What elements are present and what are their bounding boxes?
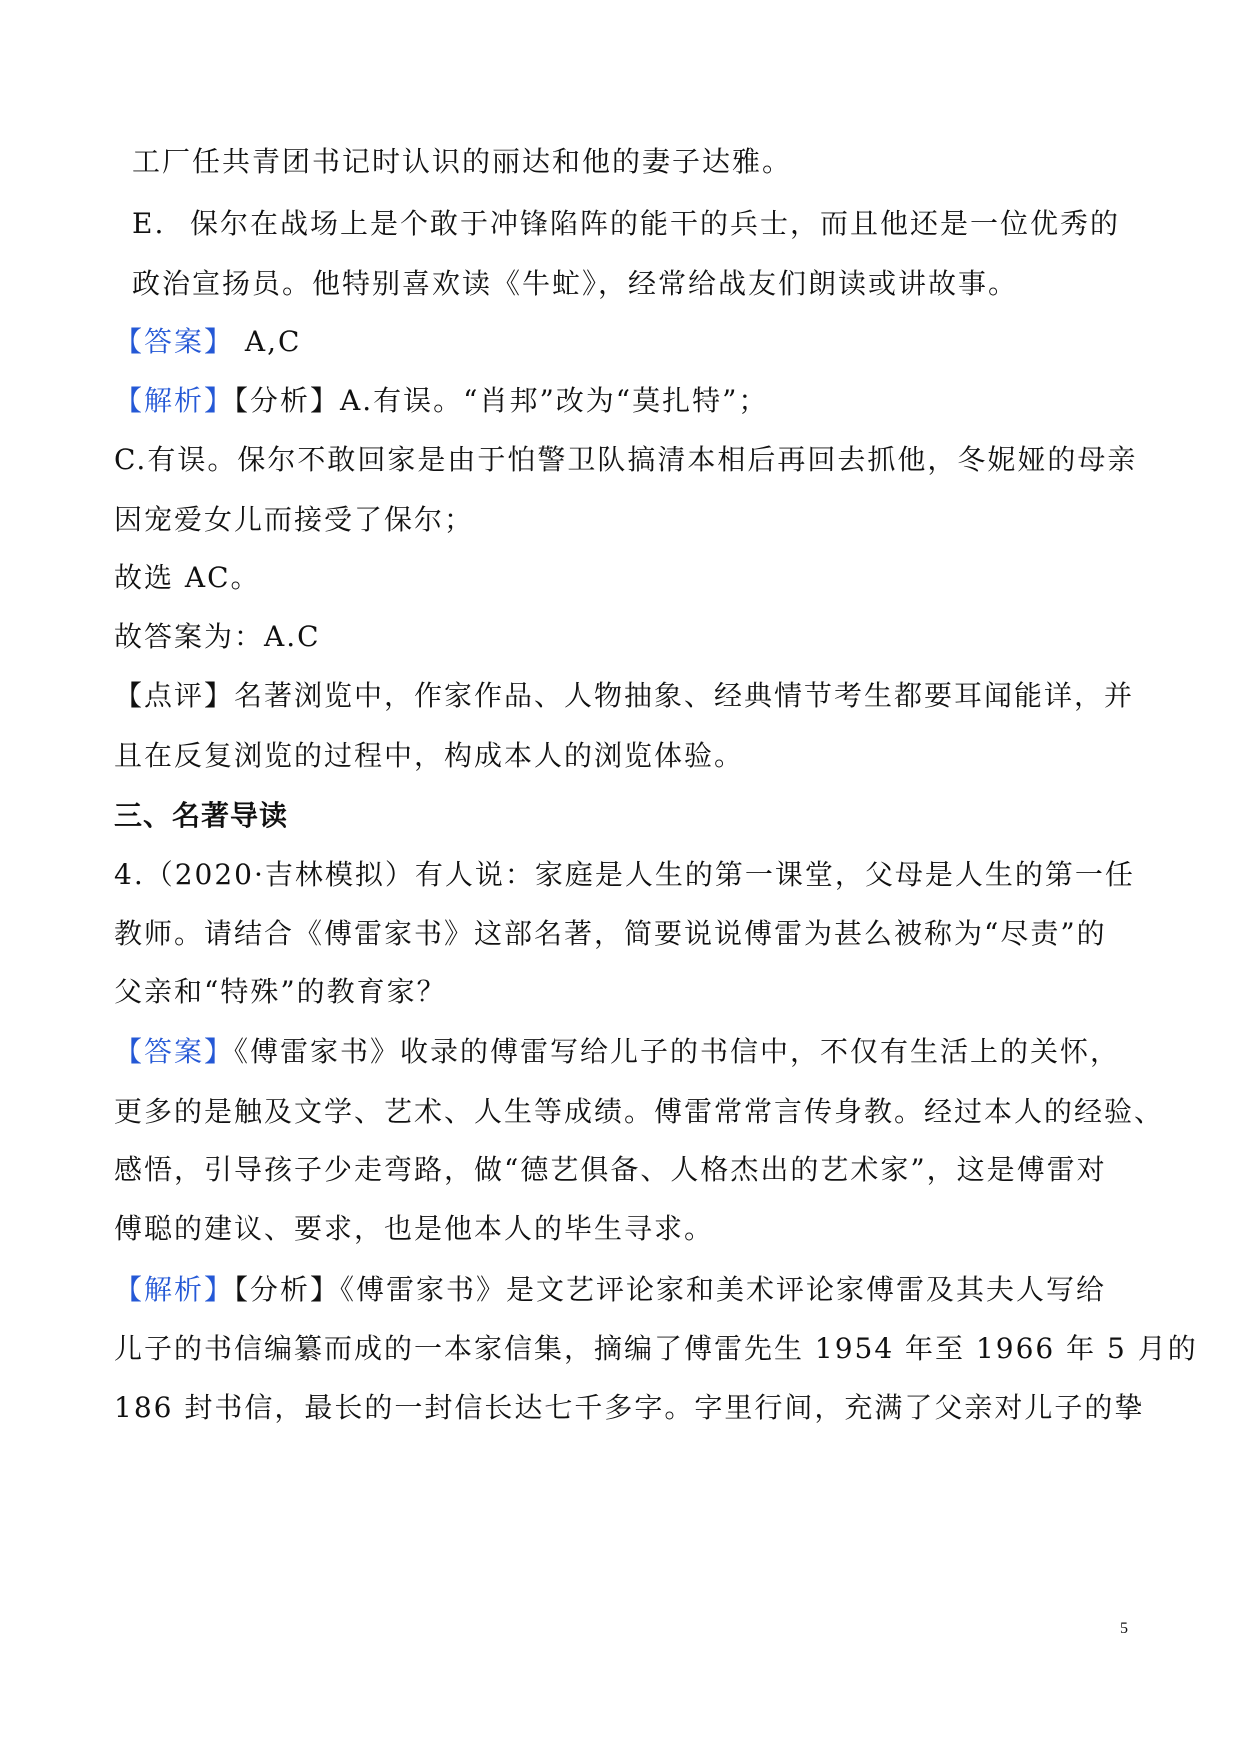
answer-value: A,C (234, 325, 302, 358)
analysis-label: 【解析】 (114, 384, 235, 417)
comment-line2: 且在反复浏览的过程中，构成本人的浏览体验。 (114, 739, 745, 772)
answer-line (114, 322, 301, 362)
page-number: 5 (1120, 1620, 1128, 1637)
q4-answer-text: 《傅雷家书》收录的傅雷写给儿子的书信中，不仅有生活上的关怀， (234, 1035, 1121, 1068)
q4-answer-line4: 傅聪的建议、要求，也是他本人的毕生寻求。 (114, 1212, 715, 1245)
analysis-text: 【分析】A.有误。“肖邦”改为“莫扎特”； (234, 384, 769, 417)
q4-answer-label: 【答案】 (114, 1035, 235, 1068)
analysis-line5: 故答案为：A.C (114, 620, 321, 653)
q4-question-line1: 4.（2020·吉林模拟）有人说：家庭是人生的第一课堂，父母是人生的第一任 (114, 858, 1135, 891)
analysis-line3: 因宠爱女儿而接受了保尔； (114, 503, 475, 536)
analysis-line1 (114, 381, 768, 421)
q4-analysis-line3: 186 封书信，最长的一封信长达七千多字。字里行间，充满了父亲对儿子的挚 (114, 1391, 1145, 1424)
q4-answer-line1 (114, 1032, 1120, 1072)
q4-answer-line2: 更多的是触及文学、艺术、人生等成绩。傅雷常常言传身教。经过本人的经验、 (114, 1095, 1165, 1128)
q4-question-line2: 教师。请结合《傅雷家书》这部名著，简要说说傅雷为甚么被称为“尽责”的 (114, 917, 1107, 950)
q4-analysis-label: 【解析】 (114, 1273, 235, 1306)
section-heading: 三、名著导读 (114, 799, 289, 832)
option-e-line2: 政治宣扬员。他特别喜欢读《牛虻》，经常给战友们朗读或讲故事。 (132, 267, 1019, 300)
q4-analysis-text: 【分析】《傅雷家书》是文艺评论家和美术评论家傅雷及其夫人写给 (234, 1273, 1107, 1306)
q4-answer-line3: 感悟，引导孩子少走弯路，做“德艺俱备、人格杰出的艺术家”，这是傅雷对 (114, 1153, 1107, 1186)
analysis-line2: C.有误。保尔不敢回家是由于怕警卫队搞清本相后再回去抓他，冬妮娅的母亲 (114, 443, 1138, 476)
q4-analysis-line2: 儿子的书信编纂而成的一本家信集，摘编了傅雷先生 1954 年至 1966 年 5 月的 (114, 1332, 1198, 1365)
comment-line1: 【点评】名著浏览中，作家作品、人物抽象、经典情节考生都要耳闻能详，并 (114, 679, 1135, 712)
answer-label: 【答案】 (114, 325, 235, 358)
option-e-line1 (132, 204, 1120, 244)
q4-analysis-line1 (114, 1270, 1106, 1310)
q4-question-line3: 父亲和“特殊”的教育家？ (114, 975, 447, 1008)
analysis-line4: 故选 AC。 (114, 561, 261, 594)
option-e-text: 保尔在战场上是个敢于冲锋陷阵的能干的兵士，而且他还是一位优秀的 (190, 207, 1121, 240)
option-e-letter: E. (132, 207, 166, 240)
option-d-continuation: 工厂任共青团书记时认识的丽达和他的妻子达雅。 (132, 145, 793, 178)
